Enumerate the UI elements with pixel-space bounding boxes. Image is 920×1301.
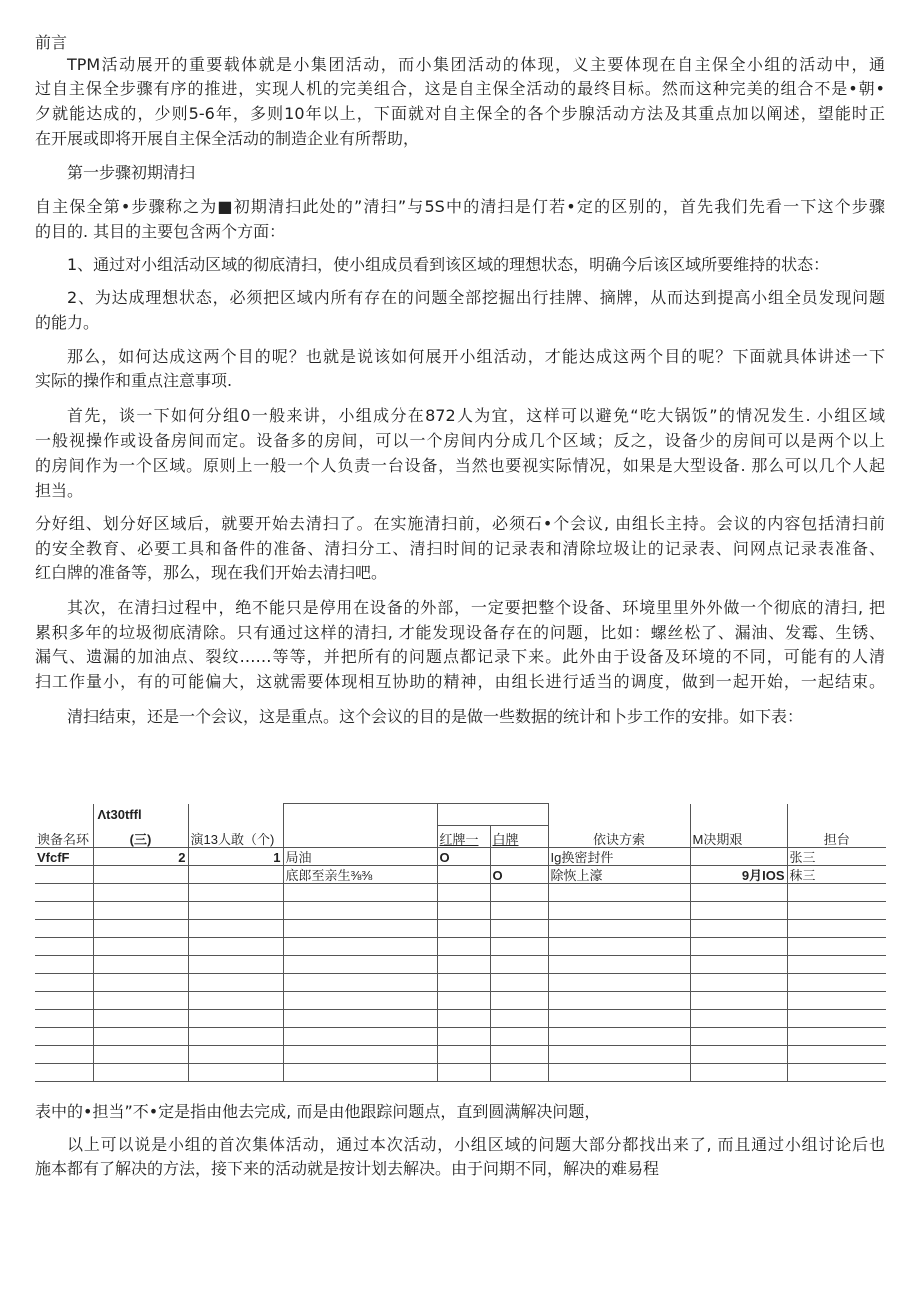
table-row bbox=[35, 866, 886, 884]
cell bbox=[188, 956, 283, 974]
cell bbox=[548, 884, 690, 902]
cell bbox=[93, 1010, 188, 1028]
cell bbox=[283, 1010, 437, 1028]
paragraph-line: 2、为达成理想状态，必须把区域内所有存在的问题全部挖掘出行挂牌、摘牌，从而达到提高小组全员发现问题 bbox=[67, 288, 885, 307]
cell bbox=[35, 992, 93, 1010]
cell bbox=[437, 1010, 490, 1028]
cell bbox=[548, 938, 690, 956]
cell bbox=[490, 1028, 548, 1046]
cell bbox=[283, 938, 437, 956]
paragraph-line: 担当。 bbox=[35, 481, 84, 500]
cell bbox=[787, 974, 886, 992]
cell bbox=[548, 1010, 690, 1028]
cell bbox=[283, 956, 437, 974]
cell bbox=[283, 902, 437, 920]
header-white-tag: 白牌 bbox=[490, 826, 548, 848]
cell bbox=[283, 992, 437, 1010]
cell: O bbox=[490, 866, 548, 884]
table-row bbox=[35, 1064, 886, 1082]
paragraph-line: TPM活动展开的重要载体就是小集团活动，而小集团活动的体现，义主要体现在自主保全小组的活动中，通 bbox=[67, 55, 885, 74]
cell bbox=[490, 920, 548, 938]
cell bbox=[437, 1028, 490, 1046]
table-row bbox=[35, 920, 886, 938]
cell bbox=[93, 1028, 188, 1046]
cell bbox=[548, 1028, 690, 1046]
cell bbox=[787, 956, 886, 974]
header-problem bbox=[283, 804, 437, 848]
cell bbox=[690, 1064, 787, 1082]
cell bbox=[548, 1064, 690, 1082]
table-row bbox=[35, 992, 886, 1010]
cell bbox=[188, 920, 283, 938]
cell bbox=[787, 884, 886, 902]
cell: Ig换密封件 bbox=[548, 848, 690, 866]
cell bbox=[490, 956, 548, 974]
table-row bbox=[35, 848, 886, 866]
paragraph-line: 的能力。 bbox=[35, 313, 100, 332]
cell: 局油 bbox=[283, 848, 437, 866]
paragraph-line: 1、通过对小组活动区域的彻底清扫，使小组成员看到该区域的理想状态，明确今后该区域所要维持的状态： bbox=[67, 255, 830, 274]
table-row bbox=[35, 974, 886, 992]
paragraph-line: 过自主保全步骤有序的推进，实现人机的完美组合，这是自主保全活动的最终目标。然而这种完美的组合不是•朝• bbox=[35, 79, 885, 98]
cell bbox=[437, 938, 490, 956]
cell bbox=[787, 1010, 886, 1028]
cell bbox=[35, 1028, 93, 1046]
cell: VfcfF bbox=[35, 848, 93, 866]
cell bbox=[35, 956, 93, 974]
cell bbox=[787, 1064, 886, 1082]
cell: 2 bbox=[93, 848, 188, 866]
cell bbox=[188, 1028, 283, 1046]
table-row bbox=[35, 1046, 886, 1064]
paragraph-line: 自主保全第•步骤称之为■初期清扫此处的”清扫”与5S中的清扫是仃若•定的区别的，首先我们先看一下这个步骤 bbox=[35, 197, 885, 216]
cell bbox=[787, 920, 886, 938]
cell bbox=[690, 920, 787, 938]
paragraph-line: 的房间作为一个区域。原则上一般一个人负责一台设备，当然也要视实际情况，如果是大型设备. 那么可以几个人起 bbox=[35, 456, 885, 475]
cell bbox=[283, 974, 437, 992]
cell: 除恢上濠 bbox=[548, 866, 690, 884]
cell bbox=[35, 974, 93, 992]
table-row bbox=[35, 902, 886, 920]
cell bbox=[35, 866, 93, 884]
cell bbox=[93, 866, 188, 884]
cell bbox=[188, 866, 283, 884]
cell bbox=[690, 902, 787, 920]
cell bbox=[490, 848, 548, 866]
cell bbox=[690, 884, 787, 902]
cell bbox=[437, 956, 490, 974]
cell bbox=[35, 1046, 93, 1064]
paragraph-line: 红白牌的准备等，那么，现在我们开始去清扫吧。 bbox=[35, 563, 388, 582]
cell bbox=[690, 956, 787, 974]
cell bbox=[690, 974, 787, 992]
header-people: 演13人敢（个) bbox=[188, 804, 283, 848]
cell bbox=[437, 902, 490, 920]
cell bbox=[490, 1064, 548, 1082]
paragraph-line: 表中的•担当”不•定是指由他去完成, 而是由他跟踪问题点，直到圆满解决问题， bbox=[35, 1102, 601, 1121]
paragraph-line: 实际的操作和重点注意事项. bbox=[35, 371, 233, 390]
cell bbox=[93, 974, 188, 992]
cell bbox=[437, 992, 490, 1010]
cell bbox=[690, 1028, 787, 1046]
cell bbox=[437, 1046, 490, 1064]
cell bbox=[188, 1046, 283, 1064]
header-equipment: 谀备名环 bbox=[35, 804, 93, 848]
cell bbox=[283, 884, 437, 902]
table-row bbox=[35, 1010, 886, 1028]
cell bbox=[548, 902, 690, 920]
paragraph-line: 施本都有了解决的方法，接下来的活动就是按计划去解决。由于问期不同，解决的难易程 bbox=[35, 1159, 660, 1178]
paragraph-line: 夕就能达成的，少则5-6年，多则10年以上，下面就对自主保全的各个步腺活动方法及其重点加以阐述，望能时正 bbox=[35, 104, 885, 123]
heading: 前言 bbox=[35, 33, 68, 52]
cell bbox=[188, 884, 283, 902]
cell bbox=[188, 992, 283, 1010]
cell bbox=[548, 974, 690, 992]
header-tags bbox=[437, 804, 548, 826]
paragraph-line: 首先，谈一下如何分组0一般来讲，小组成分在872人为宜，这样可以避免“吃大锅饭”的情况发生. 小组区域 bbox=[67, 406, 885, 425]
paragraph-line: 的目的. 其目的主要包含两个方面： bbox=[35, 222, 286, 241]
cell bbox=[93, 1046, 188, 1064]
cell bbox=[283, 1064, 437, 1082]
cell bbox=[490, 992, 548, 1010]
cell bbox=[35, 884, 93, 902]
cell bbox=[548, 956, 690, 974]
cell bbox=[490, 1046, 548, 1064]
cell bbox=[548, 992, 690, 1010]
cell bbox=[690, 992, 787, 1010]
cell bbox=[188, 974, 283, 992]
cell bbox=[490, 1010, 548, 1028]
paragraph-line: 其次，在清扫过程中，绝不能只是停用在设备的外部，一定要把整个设备、环境里里外外做一个彻底的清扫, 把 bbox=[67, 598, 885, 617]
cell bbox=[437, 974, 490, 992]
paragraph-line: 以上可以说是小组的首次集体活动，通过本次活动，小组区域的问题大部分都找出来了, 而且通过小组讨论后也 bbox=[67, 1135, 885, 1154]
cell bbox=[690, 848, 787, 866]
cell: 秣三 bbox=[787, 866, 886, 884]
paragraph-line: 漏气、遗漏的加油点、裂纹……等等，并把所有的问题点都记录下来。此外由于设备及环境的不同，可能有的人清 bbox=[35, 647, 885, 666]
cell bbox=[437, 1064, 490, 1082]
cell bbox=[490, 902, 548, 920]
table-row bbox=[35, 956, 886, 974]
cell bbox=[490, 884, 548, 902]
cell: O bbox=[437, 848, 490, 866]
cell bbox=[283, 1046, 437, 1064]
cell bbox=[787, 1028, 886, 1046]
cell bbox=[787, 902, 886, 920]
cell bbox=[490, 974, 548, 992]
cell: 1 bbox=[188, 848, 283, 866]
cell bbox=[93, 920, 188, 938]
paragraph-line: 一般视操作或设备房间而定。设备多的房间，可以一个房间内分成几个区域；反之，设备少的房间可以是两个以上 bbox=[35, 431, 885, 450]
paragraph-line: 清扫结束，还是一个会议，这是重点。这个会议的目的是做一些数据的统计和卜步工作的安排。如下表： bbox=[67, 707, 804, 726]
paragraph-line: 分好组、划分好区域后，就要开始去清扫了。在实施清扫前，必须石•个会议, 由组长主持。会议的内容包括清扫前 bbox=[35, 514, 885, 533]
header-red-tag: 红牌一 bbox=[437, 826, 490, 848]
paragraph-line: 扫工作量小，有的可能偏大，这就需要体现相互协助的精神，由组长进行适当的调度，做到一起开始，一起结束。 bbox=[35, 672, 885, 691]
cell bbox=[93, 902, 188, 920]
cell bbox=[283, 1028, 437, 1046]
header-count-unit: (三) bbox=[129, 832, 152, 847]
cell bbox=[188, 902, 283, 920]
cell bbox=[188, 1064, 283, 1082]
cell bbox=[283, 920, 437, 938]
cell bbox=[690, 1010, 787, 1028]
cell bbox=[93, 1064, 188, 1082]
cell bbox=[437, 866, 490, 884]
cell bbox=[35, 938, 93, 956]
cell bbox=[35, 902, 93, 920]
cell bbox=[690, 1046, 787, 1064]
cell bbox=[437, 884, 490, 902]
header-solution: 依诀方索 bbox=[548, 804, 690, 848]
cell bbox=[35, 920, 93, 938]
cell: 张三 bbox=[787, 848, 886, 866]
cleaning-summary-table bbox=[35, 803, 886, 1082]
paragraph-line: 累积多年的垃圾彻底清除。只有通过这样的清扫, 才能发现设备存在的问题，比如：螺丝松了、漏油、发霉、生锈、 bbox=[35, 623, 885, 642]
table-row bbox=[35, 884, 886, 902]
paragraph-line: 在开展或即将开展自主保全活动的制造企业有所帮助， bbox=[35, 129, 420, 148]
header-deadline: M决期艰 bbox=[690, 804, 787, 848]
cell bbox=[188, 1010, 283, 1028]
cell: 9月IOS bbox=[690, 866, 787, 884]
header-owner: 担台 bbox=[787, 804, 886, 848]
cell bbox=[35, 1064, 93, 1082]
section-heading: 第一步骤初期清扫 bbox=[67, 163, 196, 182]
cell bbox=[787, 992, 886, 1010]
paragraph-line: 那么，如何达成这两个目的呢？也就是说该如何展开小组活动，才能达成这两个目的呢？下面就具体讲述一下 bbox=[67, 347, 885, 366]
table-row bbox=[35, 1028, 886, 1046]
cell bbox=[93, 884, 188, 902]
cell bbox=[93, 956, 188, 974]
header-count: Λt30tffl bbox=[97, 807, 142, 822]
cell bbox=[35, 1010, 93, 1028]
cell bbox=[548, 1046, 690, 1064]
table-row bbox=[35, 938, 886, 956]
cell bbox=[787, 1046, 886, 1064]
cell bbox=[787, 938, 886, 956]
cell bbox=[548, 920, 690, 938]
cell bbox=[93, 938, 188, 956]
cell bbox=[437, 920, 490, 938]
cell: 底郎至亲生⅜⅜ bbox=[283, 866, 437, 884]
paragraph-line: 的安全教育、必要工具和备件的准备、清扫分工、清扫时间的记录表和清除垃圾让的记录表、问网点记录表准备、 bbox=[35, 539, 885, 558]
cell bbox=[690, 938, 787, 956]
cell bbox=[490, 938, 548, 956]
cell bbox=[93, 992, 188, 1010]
cell bbox=[188, 938, 283, 956]
